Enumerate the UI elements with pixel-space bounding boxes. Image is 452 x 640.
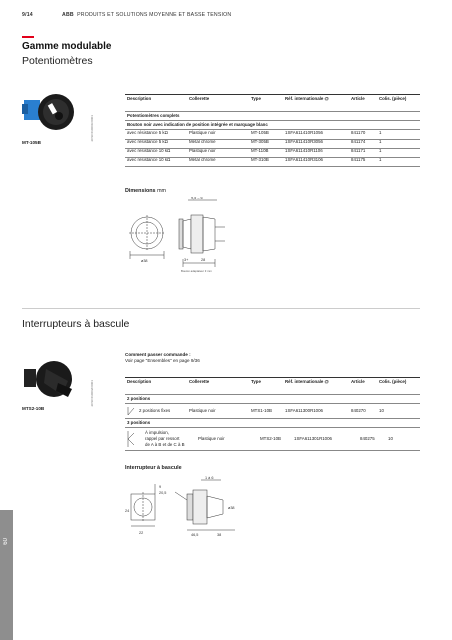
cell: Métal chromé [189,139,216,144]
col-collerette: Collerette [189,96,210,101]
dimensions-heading [125,188,166,194]
col-type: Type [251,96,261,101]
row-divider [125,157,420,158]
col-article: Article [351,379,365,384]
table-row [125,130,420,139]
row-divider [125,111,420,112]
cell: 1 [379,139,382,144]
desc-line: de A à B et de C à B [145,442,185,447]
table-row [137,408,420,413]
cell: Plastique noir [189,408,216,413]
row-divider [125,166,420,167]
row-divider [125,403,420,404]
dim-label: ø38 [228,506,235,510]
chapter-number: 60 [3,538,9,545]
group-label: 3 positions [127,420,151,425]
dim-label: 28 [201,258,206,262]
col-ref: Réf. internationale @ [285,96,329,101]
dim-label: 38 [217,533,222,537]
toggle-row-2 [196,436,420,441]
group-label: Potentiomètres complets [127,113,180,118]
cell: avec résistance 10 kΩ [127,148,171,153]
col-type: Type [251,379,261,384]
switch-symbol-icon [126,405,136,417]
table-row [196,436,420,441]
order-heading: Comment passer commande : [125,352,191,357]
col-article: Article [351,96,365,101]
row-divider [125,120,420,121]
switch-symbol-icon [126,429,136,449]
dim-label: 22 [139,531,144,535]
section-subtitle: Potentiomètres [22,55,93,67]
potentiometer-table [125,96,420,101]
dim-label: 9,5 – 6 [191,197,203,200]
cell: Plastique noir [189,130,216,135]
cell: avec résistance 5 kΩ [127,139,168,144]
cell: avec résistance 5 kΩ [127,130,168,135]
col-colis: Colis. (pièce) [379,96,407,101]
cell: 1SFA611301R1006 [294,436,333,441]
row-divider [125,394,420,395]
cell: MTS1-10B [251,408,272,413]
table-rule [125,377,420,378]
cell: 1 [379,130,382,135]
section-title: Gamme modulable [22,41,112,52]
page-header [22,12,33,18]
row-divider [125,427,420,428]
col-description: Description [127,379,152,384]
row-divider [125,418,420,419]
desc-line: rappel par ressort [145,436,180,441]
product-label: MTS2-10B [22,406,45,411]
image-code: 2CSC610002F0001 [90,380,94,407]
col-ref: Réf. internationale @ [285,379,329,384]
dimensions-label: Dimensions [125,188,156,194]
cell: 840270 [351,408,366,413]
table-row [125,157,420,166]
group-label: 2 positions [127,396,151,401]
cell: 841171 [351,148,366,153]
table-row [125,139,420,148]
cell: 1SFA611300R1006 [285,408,324,413]
section-title: Interrupteurs à bascule [22,318,130,330]
dimensions-unit: mm [157,188,167,194]
cell: MT-310B [251,157,269,162]
cell: avec résistance 10 kΩ [127,157,171,162]
accent-bar [22,36,34,38]
dim-label: 46,5 [191,533,199,537]
toggle-table-header [125,379,420,384]
potentiometer-image [22,88,84,138]
toggle-switch-image [22,355,84,405]
toggle-row-1 [137,408,420,413]
dim-note: Bouton adaptateur 3 mm [181,269,212,273]
col-description: Description [127,96,152,101]
cell: MTS2-10B [260,436,281,441]
cell: MT-305B [251,139,269,144]
col-colis: Colis. (pièce) [379,379,407,384]
dim-label: ø38 [141,259,148,263]
toggle-switch-drawing [125,474,255,544]
product-label: MT-105B [22,140,41,145]
dim-label: 24 [125,509,130,513]
cell: MT-110B [251,148,269,153]
table-header-row [125,379,420,384]
header-brand-title [62,12,231,18]
cell: 1SFA611410R3056 [285,139,324,144]
cell: MT-105B [251,130,269,135]
drawing-label: Interrupteur à bascule [125,465,182,471]
cell: Plastique noir [189,148,216,153]
cell: 1 [379,157,382,162]
cell: Plastique noir [198,436,225,441]
cell: 10 [379,408,384,413]
dim-label: 1 à 6 [205,476,214,480]
table-header-row [125,96,420,101]
order-note: Voir page "Ensembles" en page 9/36 [125,358,200,363]
cell: 841170 [351,130,366,135]
section-divider [22,308,420,309]
row-divider [125,139,420,140]
cell: 1SFA611410R1106 [285,148,323,153]
cell: 841174 [351,139,366,144]
header-title: PRODUITS ET SOLUTIONS MOYENNE ET BASSE TENSION [77,12,232,18]
row-description [145,430,185,448]
col-collerette: Collerette [189,379,210,384]
cell: 1 [379,148,382,153]
cell: 2 positions fixes [139,408,171,413]
desc-line: À impulsion, [145,430,169,435]
image-code: 2CSC610001F0001 [90,115,94,142]
cell: 10 [388,436,393,441]
dim-label: 9 [159,485,162,489]
chapter-tab [0,510,13,640]
dim-label: 20,5 [159,491,167,495]
row-divider [125,148,420,149]
table-rule [125,94,420,95]
table-row [125,148,420,157]
cell: 840275 [360,436,375,441]
header-page: 9/14 [22,12,33,18]
dim-label: 3+ [184,258,189,262]
cell: Métal chromé [189,157,216,162]
cell: 1SFA611410R1056 [285,130,324,135]
cell: 841175 [351,157,366,162]
group-label: Bouton noir avec indication de position intégrée et marquage blanc [127,122,268,127]
header-brand: ABB [62,12,74,18]
potentiometer-drawing [125,197,235,279]
cell: 1SFA611410R3106 [285,157,324,162]
row-divider [125,450,420,451]
